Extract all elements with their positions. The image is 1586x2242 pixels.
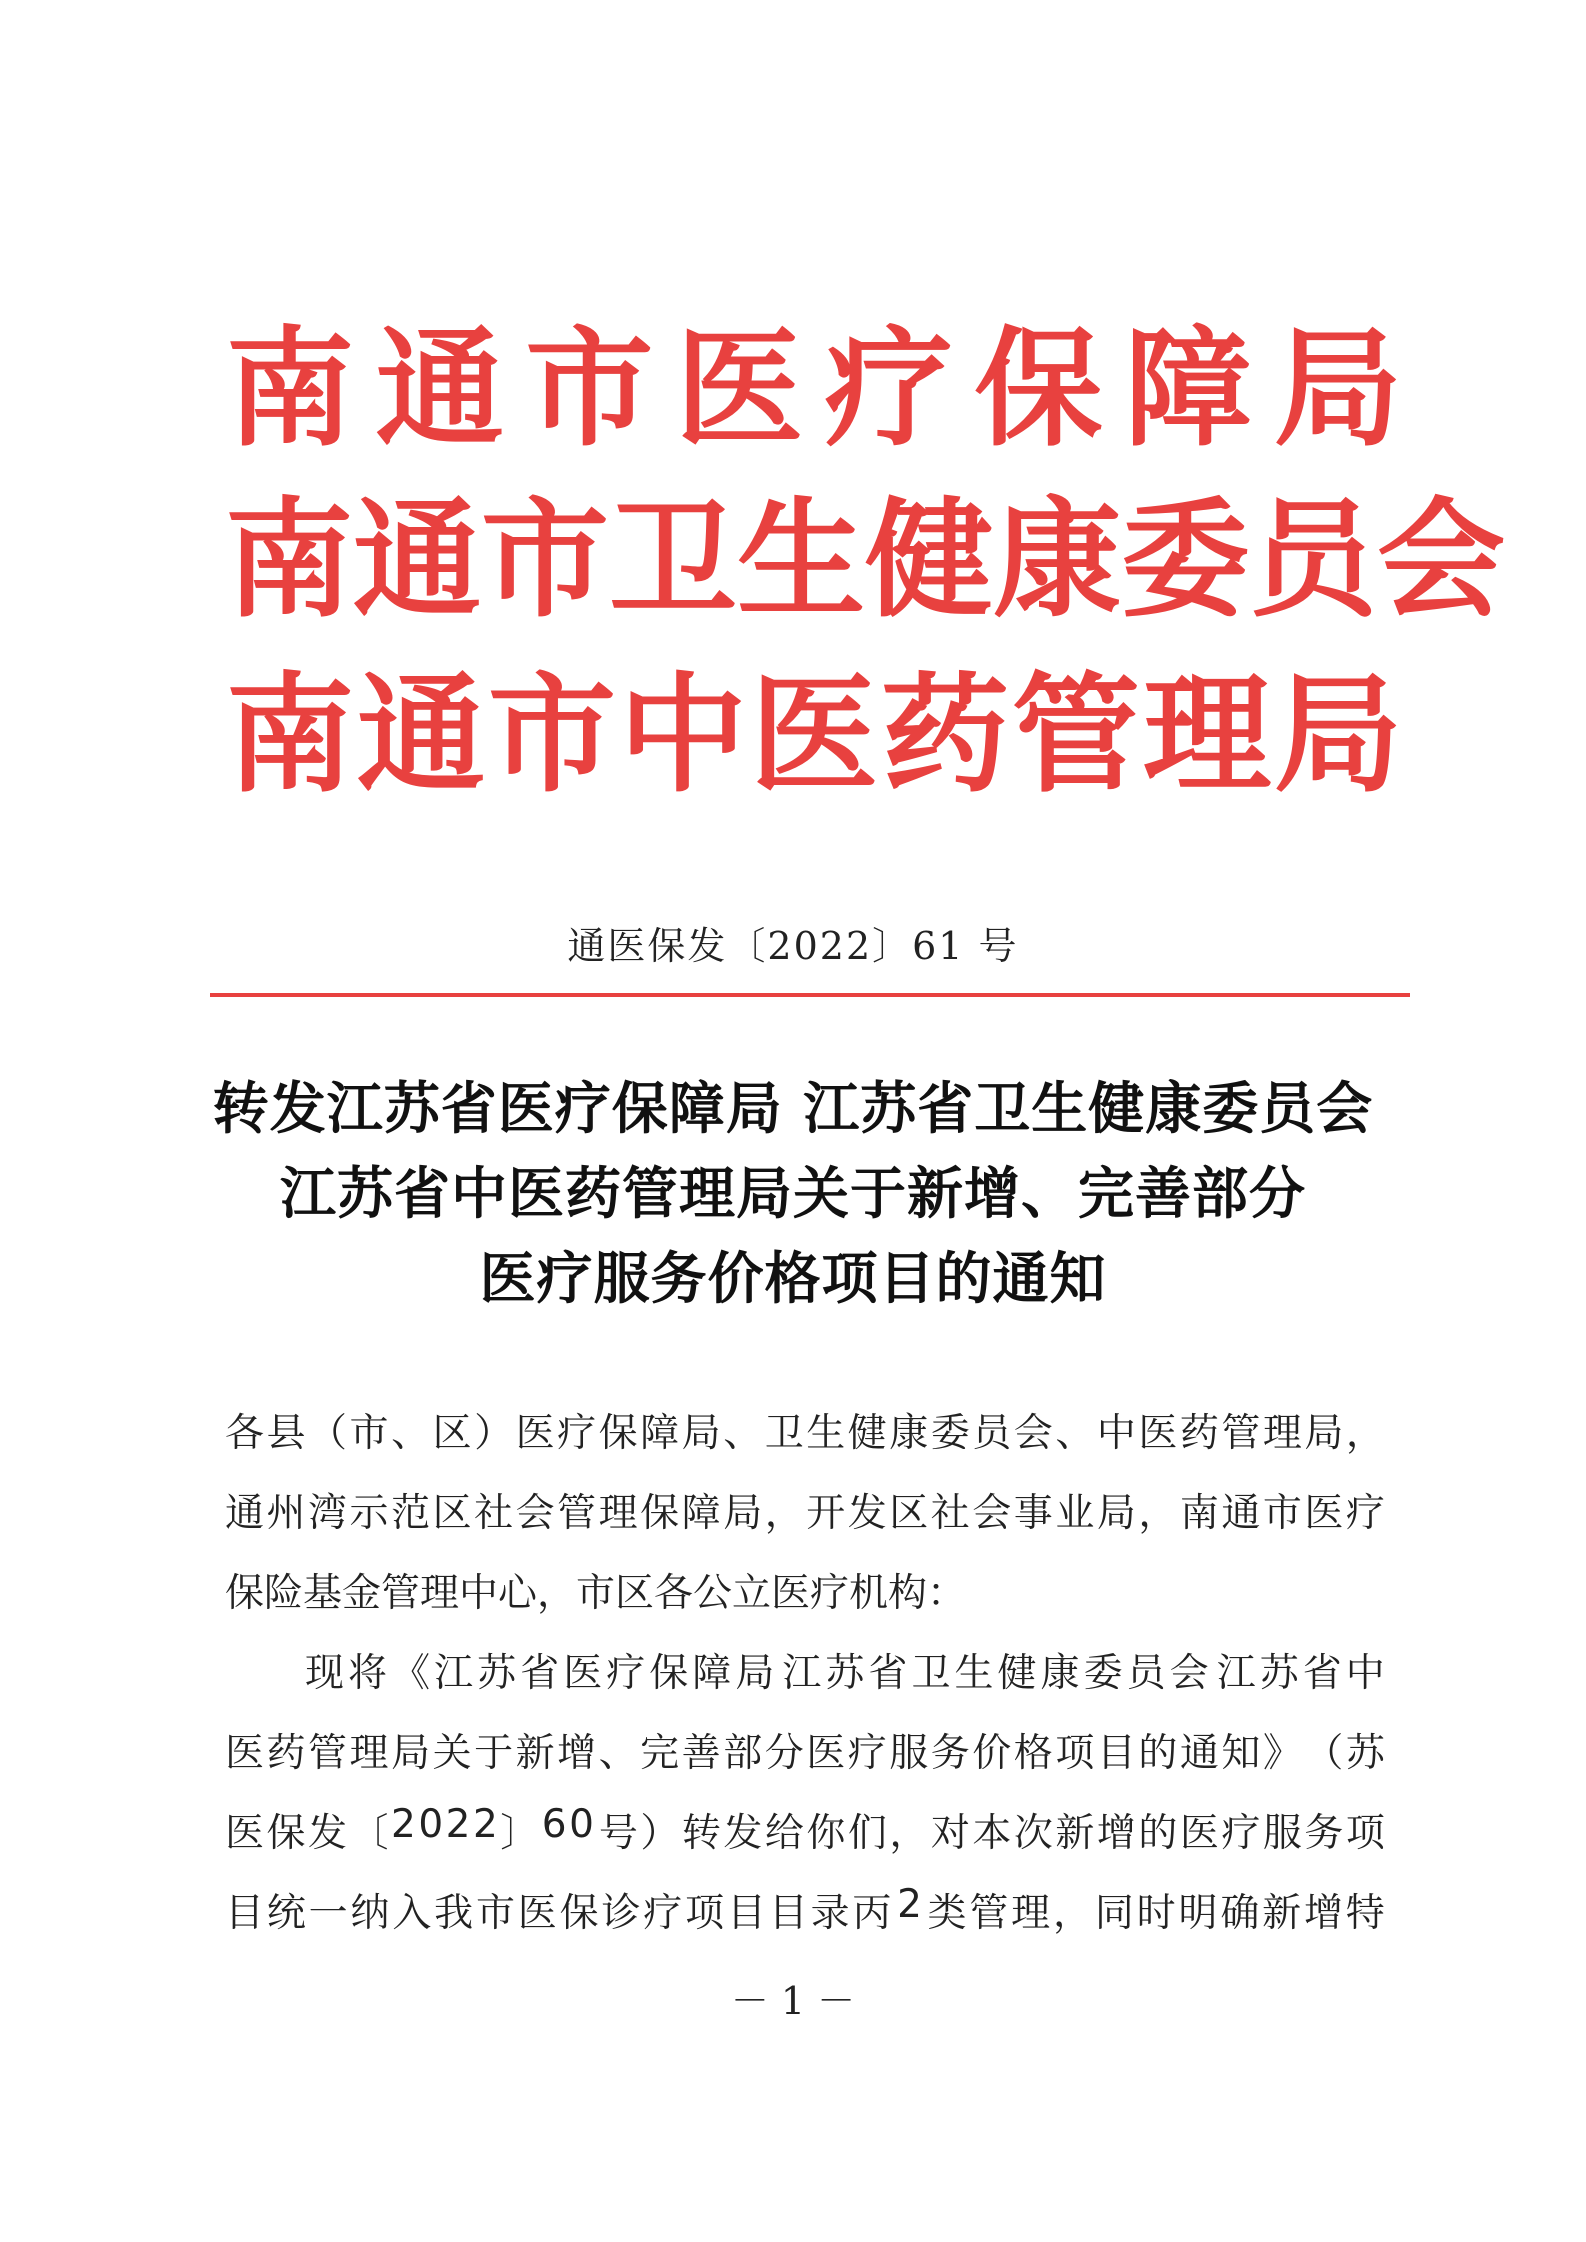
char: 价	[972, 1731, 1012, 1776]
title-line-3: 医疗服务价格项目的通知	[479, 1246, 1107, 1312]
char: ，	[1345, 1411, 1385, 1456]
char: 诊	[601, 1891, 641, 1936]
char: 会	[1377, 485, 1506, 635]
char: 省	[520, 1651, 560, 1696]
char: 障	[1124, 314, 1253, 464]
char: 通	[1179, 1731, 1219, 1776]
red-divider-line	[210, 993, 1410, 997]
char: 通	[225, 1491, 265, 1536]
char: 市	[481, 485, 610, 635]
char: 务	[1304, 1811, 1344, 1856]
char: ，	[764, 1491, 804, 1536]
char: 会	[515, 1491, 555, 1536]
char: 药	[1179, 1411, 1219, 1456]
char: 2	[897, 1882, 922, 1927]
char: 委	[930, 1411, 970, 1456]
char: 时	[1136, 1891, 1176, 1936]
char: 湾	[308, 1491, 348, 1536]
char: 给	[764, 1811, 804, 1856]
body-line	[305, 1642, 1385, 1698]
char: 疗	[824, 314, 953, 464]
issuer-heading-3	[225, 660, 1403, 810]
char: 事	[1013, 1491, 1053, 1536]
char: 现	[305, 1651, 345, 1696]
char: 对	[930, 1811, 970, 1856]
char: ）	[640, 1811, 680, 1856]
issuer-heading-2	[225, 485, 1506, 635]
char: 〔	[349, 1811, 389, 1856]
char: 次	[1013, 1811, 1053, 1856]
char: 苏	[477, 1651, 517, 1696]
char: 疗	[1345, 1491, 1385, 1536]
char: 保	[266, 1811, 306, 1856]
char: 开	[806, 1491, 846, 1536]
char: 、	[391, 1411, 431, 1456]
char: 江	[782, 1651, 822, 1696]
char: 管	[1011, 660, 1140, 810]
body-line	[225, 1482, 1385, 1538]
char: （	[308, 1411, 348, 1456]
char: 理	[598, 1491, 638, 1536]
char: 各	[225, 1411, 265, 1456]
char: 通	[375, 314, 504, 464]
char: 市	[475, 1891, 515, 1936]
char: 局	[681, 1411, 721, 1456]
char: 药	[880, 660, 1009, 810]
char: 务	[930, 1731, 970, 1776]
char: 管	[308, 1731, 348, 1776]
char: 区	[889, 1491, 929, 1536]
char: ，	[889, 1811, 929, 1856]
char: 员	[972, 1411, 1012, 1456]
char: 入	[392, 1891, 432, 1936]
char: 目	[225, 1891, 265, 1936]
char: 南	[1179, 1491, 1219, 1536]
char: 卫	[911, 1651, 951, 1696]
char: 市	[349, 1411, 389, 1456]
char: 员	[1126, 1651, 1166, 1696]
char: 明	[1178, 1891, 1218, 1936]
char: 0	[418, 1802, 444, 1847]
char: 〕	[500, 1811, 540, 1856]
char: 目	[1096, 1731, 1136, 1776]
char: 、	[1055, 1411, 1095, 1456]
char: 社	[474, 1491, 514, 1536]
char: 2	[445, 1802, 471, 1847]
char: 类	[927, 1891, 967, 1936]
char: 疗	[847, 1731, 887, 1776]
char: 省	[868, 1651, 908, 1696]
char: 通	[353, 485, 482, 635]
char: 会	[1169, 1651, 1209, 1696]
body-line	[225, 1722, 1385, 1778]
char: ）	[474, 1411, 514, 1456]
char: 范	[391, 1491, 431, 1536]
char: 障	[681, 1491, 721, 1536]
char: 同	[1094, 1891, 1134, 1936]
char: 新	[515, 1731, 555, 1776]
char: 通	[356, 660, 485, 810]
char: 目	[726, 1891, 766, 1936]
char: 《	[391, 1651, 431, 1696]
char: 统	[266, 1891, 306, 1936]
char: 服	[889, 1731, 929, 1776]
char: 2	[391, 1802, 416, 1847]
char: 局	[735, 1651, 775, 1696]
char: 区	[432, 1491, 472, 1536]
char: 理	[1262, 1411, 1302, 1456]
char: 将	[348, 1651, 388, 1696]
char: 、	[723, 1411, 763, 1456]
char: 2	[472, 1802, 498, 1847]
char: 们	[847, 1811, 887, 1856]
char: 障	[692, 1651, 732, 1696]
char: 服	[1262, 1811, 1302, 1856]
title-line-1: 转发江苏省医疗保障局 江苏省卫生健康委员会	[212, 1076, 1374, 1142]
char: 疗	[557, 1411, 597, 1456]
char: 增	[557, 1731, 597, 1776]
char: 录	[810, 1891, 850, 1936]
char: 健	[865, 485, 994, 635]
char: 我	[434, 1891, 474, 1936]
char: 保	[598, 1411, 638, 1456]
char: 的	[1138, 1731, 1178, 1776]
char: 分	[764, 1731, 804, 1776]
char: 目	[768, 1891, 808, 1936]
char: 康	[889, 1411, 929, 1456]
char: 通	[1221, 1491, 1261, 1536]
char: 疗	[606, 1651, 646, 1696]
char: 保	[640, 1491, 680, 1536]
char: 增	[1096, 1811, 1136, 1856]
char: 保	[974, 314, 1103, 464]
char: 医	[1179, 1811, 1219, 1856]
char: 卫	[609, 485, 738, 635]
char: 生	[737, 485, 866, 635]
char: 县	[266, 1411, 306, 1456]
char: 纳	[350, 1891, 390, 1936]
char: 市	[1262, 1491, 1302, 1536]
char: 理	[349, 1731, 389, 1776]
char: 医	[1304, 1491, 1344, 1536]
char: 健	[847, 1411, 887, 1456]
char: 局	[1273, 314, 1402, 464]
char: 南	[225, 314, 354, 464]
char: 项	[685, 1891, 725, 1936]
char: 南	[225, 660, 354, 810]
char: 会	[972, 1491, 1012, 1536]
char: 局	[723, 1491, 763, 1536]
char: 医	[806, 1731, 846, 1776]
char: 增	[1303, 1891, 1343, 1936]
char: 疗	[1221, 1811, 1261, 1856]
title-line-2: 江苏省中医药管理局关于新增、完善部分	[280, 1161, 1306, 1227]
char: 市	[487, 660, 616, 810]
page-number: － 1 －	[730, 1979, 856, 2023]
char: 康	[993, 485, 1122, 635]
char: 医	[675, 314, 804, 464]
body-line: 保险基金管理中心，市区各公立医疗机构：	[225, 1571, 967, 1616]
char: 业	[1055, 1491, 1095, 1536]
char: 管	[557, 1491, 597, 1536]
char: 、	[598, 1731, 638, 1776]
char: 保	[649, 1651, 689, 1696]
char: ，	[1053, 1891, 1093, 1936]
char: 格	[1013, 1731, 1053, 1776]
char: （	[1304, 1731, 1344, 1776]
char: 苏	[1345, 1731, 1385, 1776]
char: 管	[969, 1891, 1009, 1936]
char: 发	[308, 1811, 348, 1856]
char: 江	[1216, 1651, 1256, 1696]
char: 知	[1221, 1731, 1261, 1776]
char: 委	[1121, 485, 1250, 635]
char: 管	[1221, 1411, 1261, 1456]
char: 医	[225, 1731, 265, 1776]
char: 中	[1096, 1411, 1136, 1456]
char: 州	[266, 1491, 306, 1536]
char: 委	[1083, 1651, 1123, 1696]
char: 转	[681, 1811, 721, 1856]
char: 医	[1138, 1411, 1178, 1456]
char: 理	[1011, 1891, 1051, 1936]
char: 理	[1142, 660, 1271, 810]
char: 发	[723, 1811, 763, 1856]
body-line	[225, 1882, 1385, 1938]
char: 江	[434, 1651, 474, 1696]
char: 于	[474, 1731, 514, 1776]
char: 新	[1262, 1891, 1302, 1936]
char: 市	[525, 314, 654, 464]
char: 确	[1220, 1891, 1260, 1936]
char: 局	[1096, 1491, 1136, 1536]
char: 本	[972, 1811, 1012, 1856]
char: 示	[349, 1491, 389, 1536]
char: 苏	[825, 1651, 865, 1696]
char: 障	[640, 1411, 680, 1456]
char: 0	[569, 1802, 594, 1847]
char: 的	[1138, 1811, 1178, 1856]
char: 医	[563, 1651, 603, 1696]
char: 医	[515, 1411, 555, 1456]
char: 医	[225, 1811, 265, 1856]
char: 丙	[852, 1891, 892, 1936]
char: 局	[391, 1731, 431, 1776]
char: 项	[1055, 1731, 1095, 1776]
char: 》	[1262, 1731, 1302, 1776]
char: 生	[954, 1651, 994, 1696]
char: 省	[1302, 1651, 1342, 1696]
char: 一	[308, 1891, 348, 1936]
char: 特	[1345, 1891, 1385, 1936]
char: 新	[1055, 1811, 1095, 1856]
char: 医	[517, 1891, 557, 1936]
char: 健	[997, 1651, 1037, 1696]
char: 6	[541, 1802, 567, 1847]
issuer-heading-1	[225, 314, 1403, 464]
char: 完	[640, 1731, 680, 1776]
char: 会	[1013, 1411, 1053, 1456]
char: 项	[1345, 1811, 1385, 1856]
body-line	[225, 1802, 1385, 1858]
char: 南	[225, 485, 354, 635]
char: 康	[1040, 1651, 1080, 1696]
char: 疗	[643, 1891, 683, 1936]
char: 部	[723, 1731, 763, 1776]
char: 局	[1304, 1411, 1344, 1456]
char: 号	[598, 1811, 638, 1856]
char: 社	[930, 1491, 970, 1536]
char: 药	[266, 1731, 306, 1776]
char: ，	[1138, 1491, 1178, 1536]
char: 区	[432, 1411, 472, 1456]
char: 善	[681, 1731, 721, 1776]
document-number: 通医保发〔2022〕61 号	[567, 924, 1019, 968]
body-line	[225, 1402, 1385, 1458]
char: 苏	[1259, 1651, 1299, 1696]
char: 保	[559, 1891, 599, 1936]
char: 生	[806, 1411, 846, 1456]
char: 中	[618, 660, 747, 810]
char: 关	[432, 1731, 472, 1776]
char: 医	[749, 660, 878, 810]
char: 员	[1249, 485, 1378, 635]
char: 发	[847, 1491, 887, 1536]
char: 你	[806, 1811, 846, 1856]
char: 中	[1345, 1651, 1385, 1696]
char: 卫	[764, 1411, 804, 1456]
char: 局	[1273, 660, 1402, 810]
